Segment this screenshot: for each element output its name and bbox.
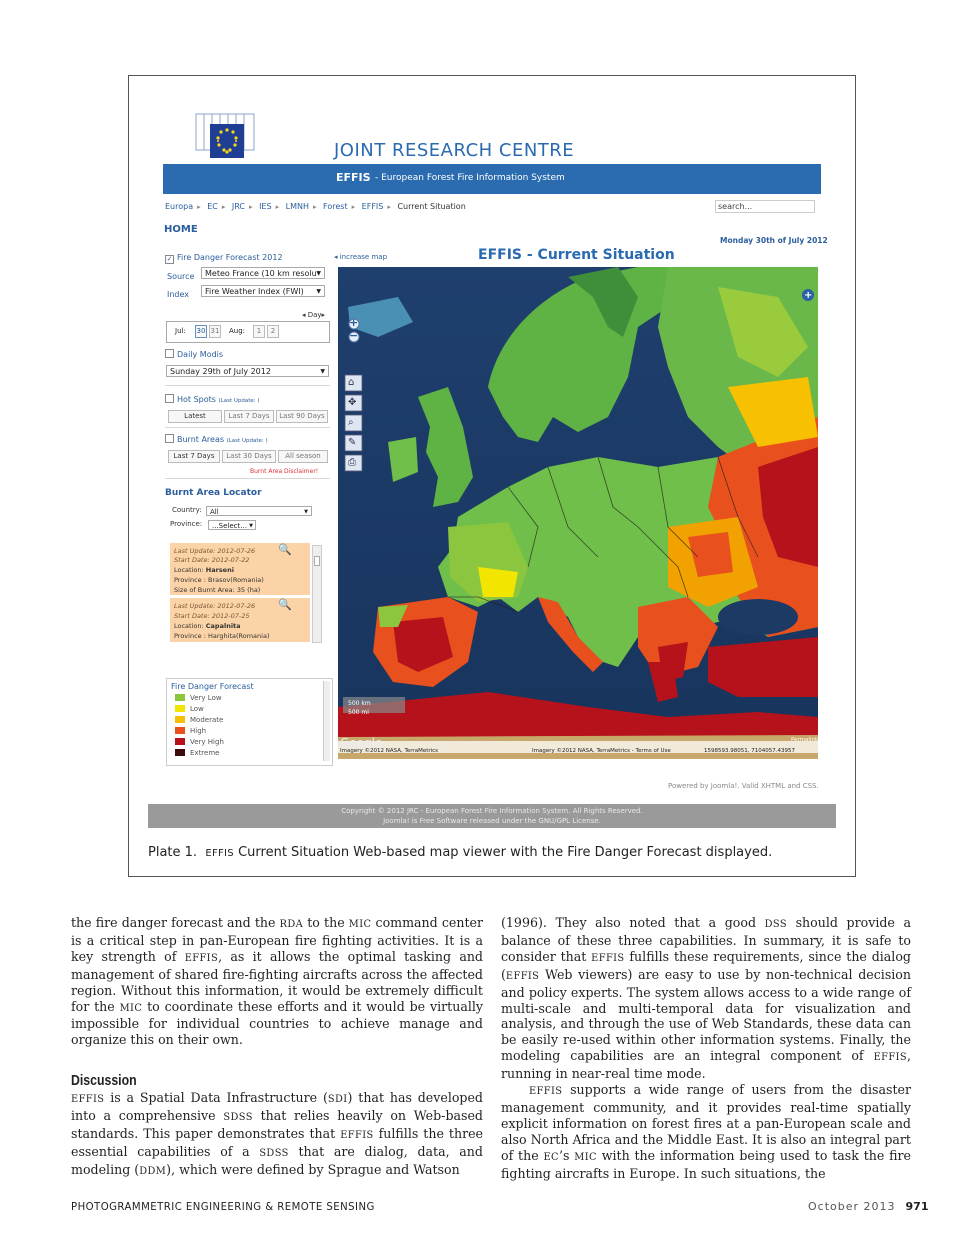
dropdown-arrow-icon: ▼	[304, 509, 308, 515]
pan-icon[interactable]: ✥	[348, 397, 357, 408]
legend-swatch	[175, 738, 185, 745]
zoom-box-icon[interactable]: ⌕	[348, 417, 354, 428]
zoom-out-icon[interactable]: −	[349, 329, 359, 342]
source-label: Source	[167, 272, 195, 281]
burnt-area-locator-title: Burnt Area Locator	[165, 488, 262, 498]
dropdown-arrow-icon: ▼	[316, 288, 321, 295]
paragraph-discussion: EFFIS is a Spatial Data Infrastructure (SDI) that has developed into a comprehensive SDSS that relies heavily on Web-based standards. This paper demonstrates that EFFIS fulfills the three essential capabilities of a SDSS that are dialog, data, and modeling (DDM), which were defined by Sprague and Watson	[71, 1090, 484, 1177]
results-scrollbar[interactable]	[312, 545, 322, 643]
increase-map-link[interactable]: ◂ increase map	[334, 253, 388, 261]
day-navigation[interactable]: ◂ Day▸	[302, 311, 326, 319]
legend-item: Moderate	[175, 716, 223, 724]
day-aug-1[interactable]: 1	[253, 325, 265, 338]
daily-modis-toggle[interactable]: Daily Modis	[165, 349, 223, 359]
dropdown-arrow-icon: ▼	[316, 270, 321, 277]
breadcrumb: Europa ▸ EC ▸ JRC ▸ IES ▸ LMNH ▸ Forest ▸ EFFIS ▸ Current Situation	[165, 202, 466, 211]
dropdown-arrow-icon: ▼	[249, 523, 253, 529]
crumb-effis[interactable]: EFFIS	[361, 202, 384, 211]
legend-swatch	[175, 727, 185, 734]
modis-date-select[interactable]: Sunday 29th of July 2012 ▼	[166, 365, 329, 377]
imagery-credit-left: Imagery ©2012 NASA, TerraMetrics	[340, 748, 439, 754]
effis-screenshot	[148, 90, 836, 828]
home-view-icon[interactable]: ⌂	[348, 377, 355, 388]
divider	[165, 385, 330, 386]
legend-item: Extreme	[175, 749, 219, 757]
layer-switcher-icon[interactable]: +	[804, 290, 813, 301]
crumb-jrc[interactable]: JRC	[231, 202, 245, 211]
burnt-disclaimer-link[interactable]: Burnt Area Disclaimer!	[250, 468, 319, 475]
checkbox-icon[interactable]	[165, 349, 174, 358]
province-label: Province:	[170, 520, 203, 528]
burnt-result-item[interactable]: Last Update: 2012-07-26 Start Date: 2012-07-22 Location: Harseni Province : Brasov(Romania) Size of Burnt Area: 35 (ha) 🔍	[170, 543, 310, 595]
coordinate-readout: 1598593.98051, 7104057.43957	[704, 748, 795, 754]
map-title: EFFIS - Current Situation	[478, 247, 675, 263]
scale-bar: 500 km 500 mi	[348, 700, 371, 716]
site-header-bar	[163, 164, 821, 194]
print-icon[interactable]: ⎙	[348, 457, 356, 468]
divider	[165, 478, 330, 479]
permalink[interactable]: Permalink	[791, 737, 819, 743]
checkbox-icon[interactable]	[165, 394, 174, 403]
legend-scrollbar[interactable]	[323, 681, 330, 761]
right-column	[501, 915, 911, 1182]
imagery-credit-right[interactable]: Imagery ©2012 NASA, TerraMetrics - Terms of Use	[532, 748, 671, 754]
legend-swatch	[175, 705, 185, 712]
crumb-europa[interactable]: Europa	[165, 202, 194, 211]
crumb-lmnh[interactable]: LMNH	[285, 202, 309, 211]
left-column-discussion	[71, 1090, 483, 1180]
home-link[interactable]: HOME	[164, 224, 198, 235]
section-heading-discussion: Discussion	[71, 1072, 137, 1089]
legend-panel	[166, 678, 333, 766]
measure-icon[interactable]: ✎	[348, 437, 357, 448]
index-label: Index	[167, 290, 190, 299]
current-date: Monday 30th of July 2012	[720, 236, 828, 245]
zoom-magnifier-icon[interactable]: 🔍	[278, 598, 292, 611]
paragraph-dss-balance: (1996). They also noted that a good DSS should provide a balance of these three capabilities. In summary, it is safe to consider that EFFIS fulfills these requirements, since the dialog (EFFIS Web viewers) are easy to use by non-technical decision and policy experts. The system allows access to a wide range of multi-scale and multi-temporal data for visualization and analysis, and through the use of Web Standards, these data can be easily re-used within other information systems. Finally, the modeling capabilities are an integral component of EFFIS, running in near-real time mode.	[501, 915, 911, 1082]
powered-by: Powered by Joomla!. Valid XHTML and CSS.	[668, 782, 819, 790]
crumb-forest[interactable]: Forest	[323, 202, 348, 211]
checkbox-checked-icon[interactable]: ✓	[166, 255, 173, 263]
burnt-30days-button[interactable]: Last 30 Days	[222, 450, 276, 463]
day-jul-30[interactable]: 30	[195, 325, 207, 338]
source-select[interactable]: Meteo France (10 km resolu ▼	[201, 267, 325, 279]
burnt-result-item[interactable]: Last Update: 2012-07-26 Start Date: 2012-07-25 Location: Capalnita Province : Harghita(Romania) 🔍	[170, 598, 310, 642]
day-jul-31[interactable]: 31	[209, 325, 221, 338]
province-select[interactable]: ...Select... ▼	[208, 520, 256, 530]
page-number: 971	[905, 1200, 929, 1213]
issue-date: October 2013	[808, 1200, 896, 1213]
forecast-toggle[interactable]: ✓ Fire Danger Forecast 2012	[166, 253, 283, 263]
license-text[interactable]: Joomla! is Free Software released under the GNU/GPL License.	[383, 817, 601, 825]
crumb-current: Current Situation	[397, 202, 466, 211]
paragraph-effis-users: EFFIS supports a wide range of users from the disaster management community, and it provides real-time spatially explicit information on forest fires at a pan-European scale and also North Africa and the Middle East. It is also an integral part of the EC’s MIC with the information being used to task the fire fighting aircrafts in Europe. In such situations, the	[501, 1082, 911, 1181]
paragraph-fire-danger: the fire danger forecast and the RDA to the MIC command center is a critical step in pan-European fire fighting activities. It is a key strength of EFFIS, as it allows the optimal tasking and management of shared fire-fighting aircrafts across the affected region. Without this information, it would be extremely difficult for the MIC to coordinate these efforts and it would be virtually impossible for individual countries to achieve manage and organize this on their own.	[71, 915, 484, 1048]
crumb-ec[interactable]: EC	[207, 202, 218, 211]
effis-subtitle: - European Forest Fire Information System	[375, 173, 565, 183]
burnt-areas-toggle[interactable]: Burnt Areas (Last Update: )	[165, 434, 268, 444]
zoom-in-icon[interactable]: +	[349, 316, 359, 329]
country-label: Country:	[172, 506, 202, 514]
date-picker: Jul: 30 31 Aug: 1 2	[166, 321, 330, 343]
hot-spots-toggle[interactable]: Hot Spots (Last Update: )	[165, 394, 260, 404]
fire-danger-map[interactable]	[338, 267, 818, 759]
legend-swatch	[175, 716, 185, 723]
effis-name: EFFIS	[336, 171, 371, 184]
country-select[interactable]: All ▼	[206, 506, 312, 516]
zoom-magnifier-icon[interactable]: 🔍	[278, 543, 292, 556]
legend-item: Very Low	[175, 694, 222, 702]
left-column	[71, 915, 483, 1048]
search-input[interactable]: search...	[715, 200, 815, 213]
figure-caption: Plate 1. EFFIS Current Situation Web-based map viewer with the Fire Danger Forecast displayed.	[148, 845, 773, 860]
day-aug-2[interactable]: 2	[267, 325, 279, 338]
checkbox-icon[interactable]	[165, 434, 174, 443]
hot-spots-90days-button[interactable]: Last 90 Days	[276, 410, 328, 423]
crumb-ies[interactable]: IES	[259, 202, 272, 211]
dropdown-arrow-icon: ▼	[320, 368, 325, 375]
burnt-7days-button[interactable]: Last 7 Days	[168, 450, 220, 463]
burnt-season-button[interactable]: All season	[278, 450, 328, 463]
legend-swatch	[175, 749, 185, 756]
legend-swatch	[175, 694, 185, 701]
site-footer	[148, 804, 836, 828]
hot-spots-latest-button[interactable]: Latest	[168, 410, 222, 423]
journal-name: PHOTOGRAMMETRIC ENGINEERING & REMOTE SENSING	[71, 1200, 375, 1213]
google-logo: Google	[340, 736, 383, 750]
hot-spots-7days-button[interactable]: Last 7 Days	[224, 410, 274, 423]
legend-item: High	[175, 727, 206, 735]
copyright-text: Copyright © 2012 JRC - European Forest Fire Information System. All Rights Reserved.	[341, 807, 643, 815]
legend-item: Low	[175, 705, 204, 713]
divider	[165, 427, 330, 428]
site-title: JOINT RESEARCH CENTRE	[334, 140, 575, 161]
legend-title: Fire Danger Forecast	[171, 682, 254, 691]
index-select[interactable]: Fire Weather Index (FWI) ▼	[201, 285, 325, 297]
page-footer-right	[808, 1200, 928, 1213]
legend-item: Very High	[175, 738, 224, 746]
